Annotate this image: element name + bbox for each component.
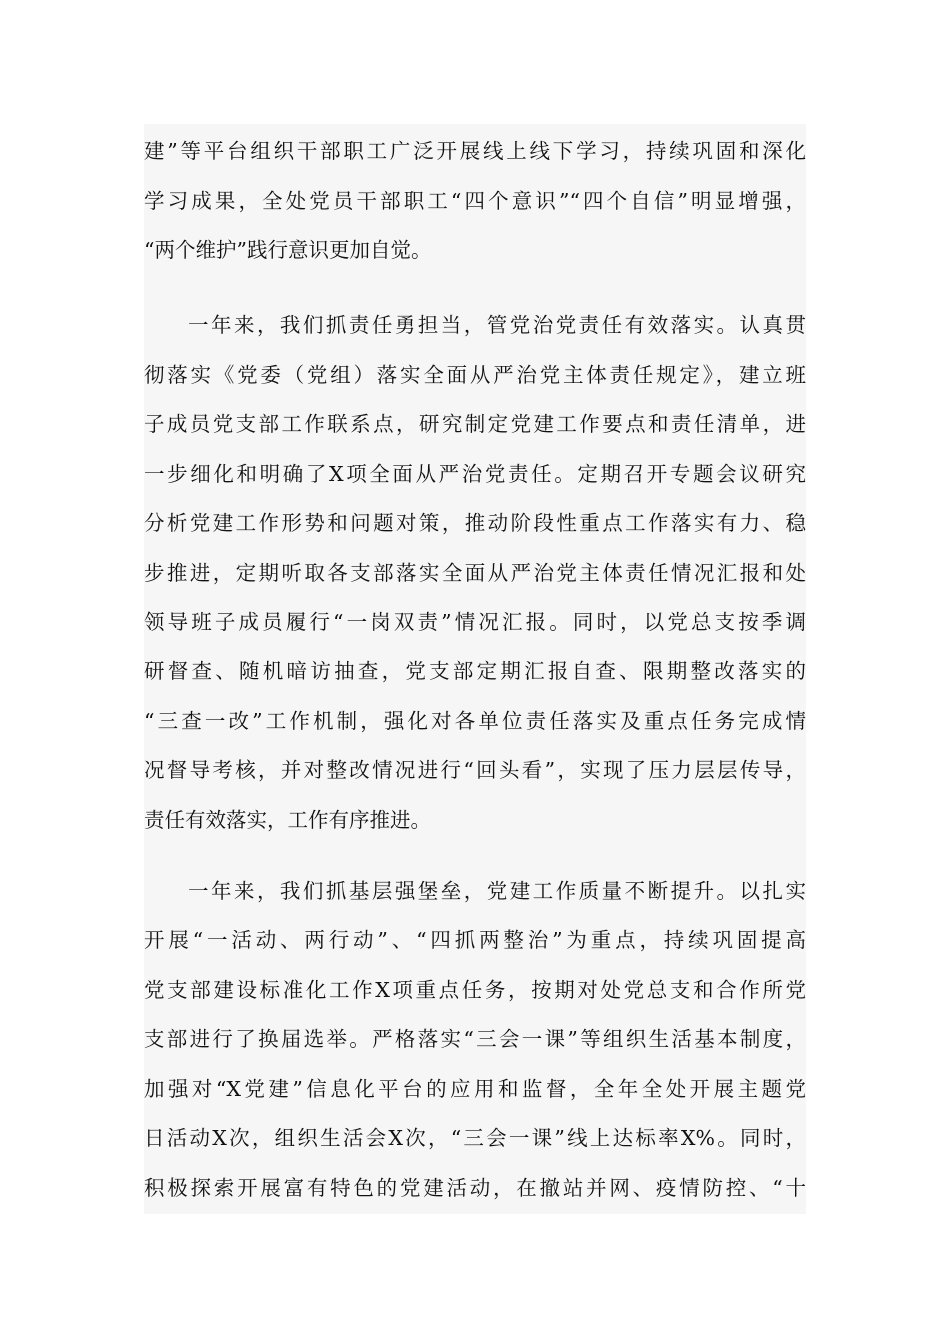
paragraph-1-line-1: 建”等平台组织干部职工广泛开展线上线下学习，持续巩固和深化	[144, 139, 806, 163]
paragraph-2-line-3: 子成员党支部工作联系点，研究制定党建工作要点和责任清单，进	[144, 412, 806, 436]
paragraph-2-line-10: 况督导考核，并对整改情况进行“回头看”，实现了压力层层传导，	[144, 758, 806, 782]
paragraph-1-line-3: “两个维护”践行意识更加自觉。	[144, 238, 432, 262]
paragraph-2-line-8: 研督查、随机暗访抽查，党支部定期汇报自查、限期整改落实的	[144, 659, 806, 683]
paragraph-2-line-5: 分析党建工作形势和问题对策，推动阶段性重点工作落实有力、稳	[144, 511, 806, 535]
paragraph-3-line-7: 积极探索开展富有特色的党建活动，在撤站并网、疫情防控、“十	[144, 1176, 806, 1200]
paragraph-3-line-5: 加强对“X党建”信息化平台的应用和监督，全年全处开展主题党	[144, 1077, 806, 1101]
paragraph-2-line-7: 领导班子成员履行“一岗双责”情况汇报。同时，以党总支按季调	[144, 610, 806, 634]
paragraph-3-line-6: 日活动X次，组织生活会X次，“三会一课”线上达标率X%。同时，	[144, 1126, 806, 1150]
paragraph-2-line-11: 责任有效落实，工作有序推进。	[144, 808, 431, 832]
paragraph-2-line-9: “三查一改”工作机制，强化对各单位责任落实及重点任务完成情	[144, 709, 806, 733]
paragraph-3-line-3: 党支部建设标准化工作X项重点任务，按期对处党总支和合作所党	[144, 978, 806, 1002]
paragraph-3-line-4: 支部进行了换届选举。严格落实“三会一课”等组织生活基本制度，	[144, 1027, 806, 1051]
paragraph-2-line-2: 彻落实《党委（党组）落实全面从严治党主体责任规定》，建立班	[144, 363, 806, 387]
document-body	[144, 124, 806, 1214]
paragraph-3-line-2: 开展“一活动、两行动”、“四抓两整治”为重点，持续巩固提高	[144, 928, 806, 952]
paragraph-1-line-2: 学习成果，全处党员干部职工“四个意识”“四个自信”明显增强，	[144, 189, 806, 213]
paragraph-2-line-1: 一年来，我们抓责任勇担当，管党治党责任有效落实。认真贯	[188, 313, 806, 337]
paragraph-3-line-1: 一年来，我们抓基层强堡垒，党建工作质量不断提升。以扎实	[188, 879, 806, 903]
paragraph-2-line-6: 步推进，定期听取各支部落实全面从严治党主体责任情况汇报和处	[144, 561, 806, 585]
paragraph-2-line-4: 一步细化和明确了X项全面从严治党责任。定期召开专题会议研究	[144, 462, 806, 486]
